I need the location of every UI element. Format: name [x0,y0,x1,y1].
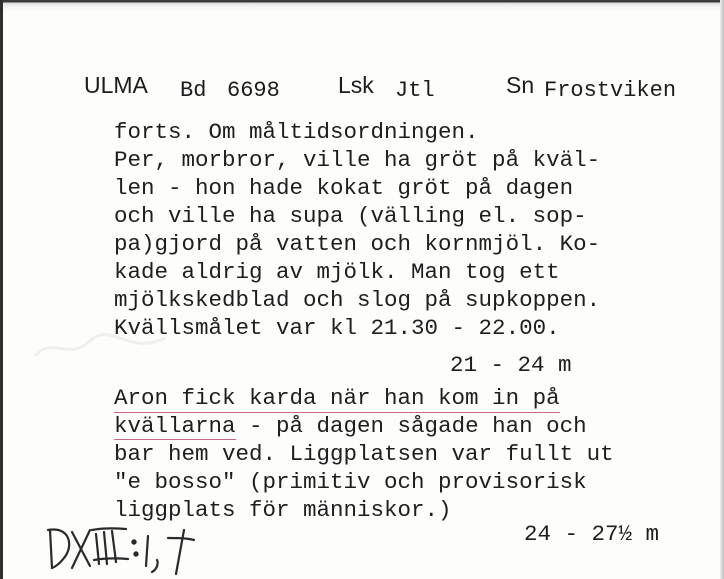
underlined-word: kvällarna [114,413,236,439]
text-line: "e bosso" (primitiv och provisorisk [114,469,587,495]
text-line-mixed [114,412,587,440]
text-line: len - hon hade kokat gröt på dagen [114,175,574,201]
text-line: pa)gjord på vatten och kornmjöl. Ko- [114,231,601,257]
text-line: mjölkskedblad och slog på supkoppen. [114,287,601,313]
bd-value: 6698 [227,78,280,103]
text-line: Per, morbror, ville ha gröt på kväl- [114,147,601,173]
card-top-edge [0,0,724,10]
underlined-line: Aron fick karda när han kom in på [114,385,560,411]
text-line: Kvällsmålet var kl 21.30 - 22.00. [114,315,560,341]
lsk-label: Lsk [338,72,374,98]
faint-stamp-mark [30,326,170,366]
depth-range-2: 24 - 27½ m [524,521,660,547]
depth-range-1: 21 - 24 m [450,352,572,378]
text-line: forts. Om måltidsordningen. [114,119,479,145]
text-fragment: - på dagen sågade han och [235,413,587,439]
archive-code: ULMA [84,72,148,98]
text-line: kade aldrig av mjölk. Man tog ett [114,259,560,285]
lsk-value: Jtl [395,78,435,103]
bd-label: Bd [180,78,207,103]
text-line: liggplats för människor.) [114,497,452,523]
text-line: bar hem ved. Liggplatsen var fullt ut [114,441,614,467]
handwritten-reference [44,516,214,576]
sn-label: Sn [506,72,535,98]
card-header [0,72,724,112]
text-line: och ville ha supa (välling el. sop- [114,203,587,229]
sn-value: Frostviken [544,78,677,103]
